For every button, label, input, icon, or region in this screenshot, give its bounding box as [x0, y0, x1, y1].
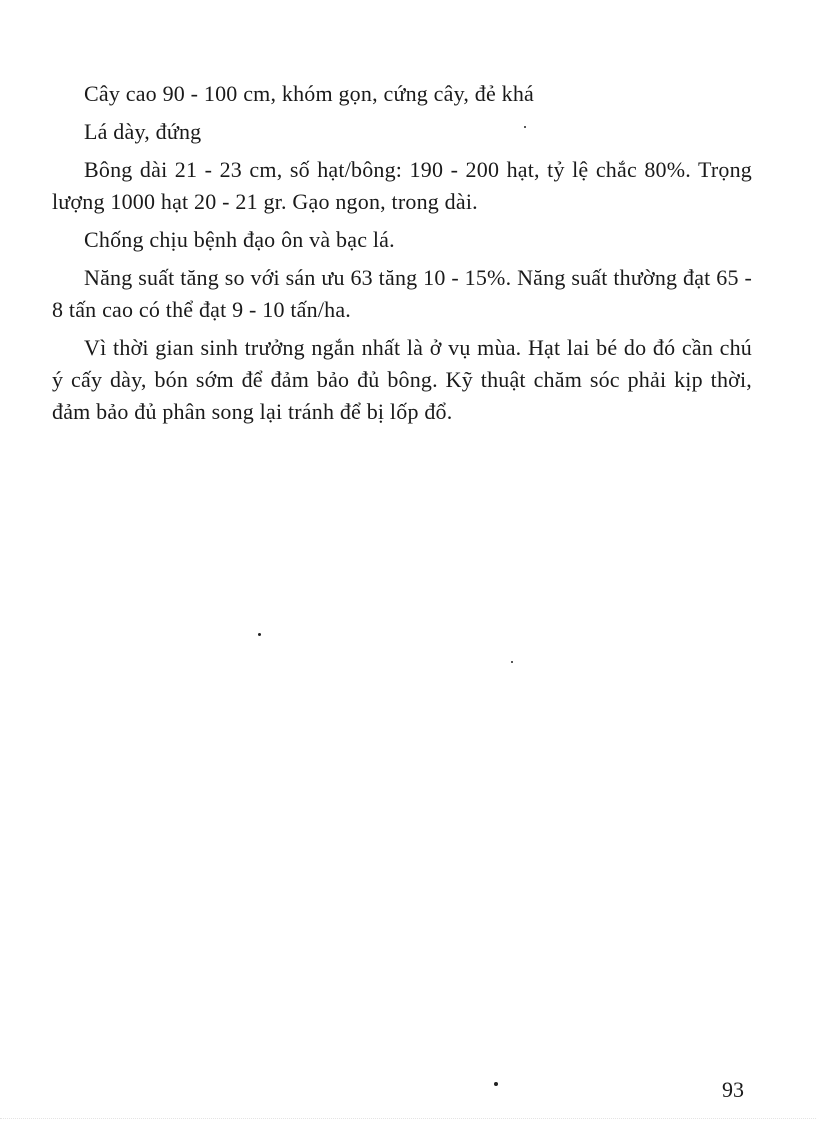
paragraph-panicle: Bông dài 21 - 23 cm, số hạt/bông: 190 - 200 hạt, tỷ lệ chắc 80%. Trọng lượng 1000 hạt 20 - 21 gr. Gạo ngon, trong dài.	[52, 157, 752, 214]
scan-speck	[494, 1082, 498, 1086]
paragraph-yield: Năng suất tăng so với sán ưu 63 tăng 10 - 15%. Năng suất thường đạt 65 - 8 tấn cao có thể đạt 9 - 10 tấn/ha.	[52, 265, 752, 322]
paragraph-leaf: Lá dày, đứng	[84, 119, 202, 144]
paragraph-plant-height: Cây cao 90 - 100 cm, khóm gọn, cứng cây, đẻ khá	[84, 81, 535, 106]
paragraph-disease-resistance: Chống chịu bệnh đạo ôn và bạc lá.	[84, 227, 395, 252]
scan-speck	[258, 633, 261, 636]
page-bottom-edge	[0, 1118, 816, 1120]
body-text	[52, 78, 752, 434]
scan-speck	[511, 661, 513, 663]
page-number: 93	[722, 1077, 744, 1102]
paragraph-cultivation-notes: Vì thời gian sinh trưởng ngắn nhất là ở vụ mùa. Hạt lai bé do đó cần chú ý cấy dày, bón sớm để đảm bảo đủ bông. Kỹ thuật chăm sóc phải kịp thời, đảm bảo đủ phân song lại tránh để bị lốp đổ.	[52, 335, 752, 424]
scan-speck	[524, 126, 526, 128]
